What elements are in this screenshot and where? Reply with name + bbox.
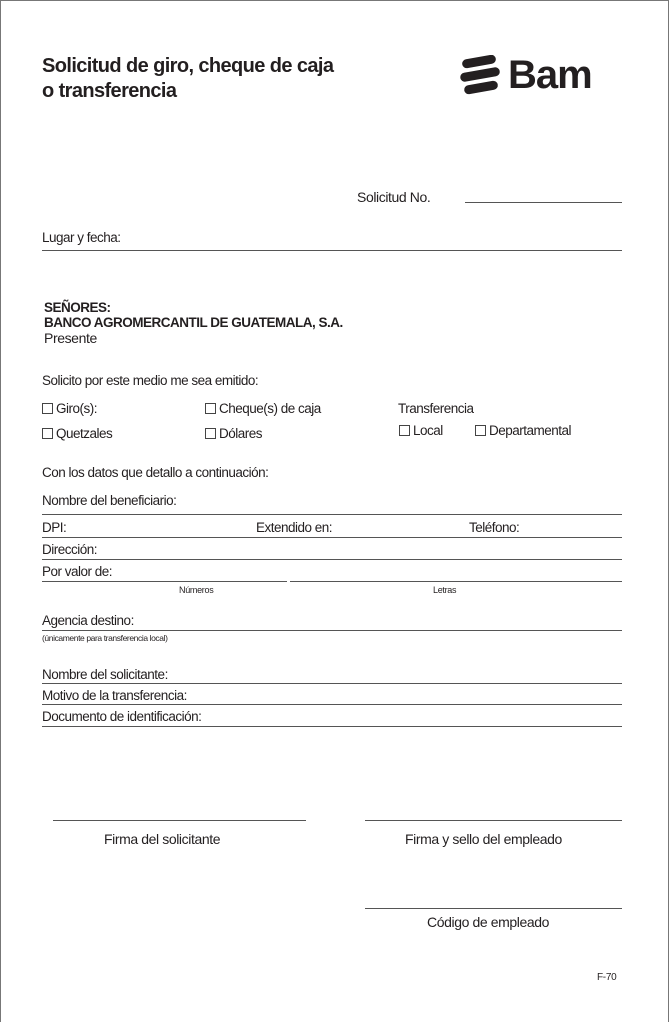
firma-empleado-line[interactable] (365, 820, 622, 821)
documento-label: Documento de identificación: (42, 709, 202, 724)
beneficiario-field[interactable] (42, 514, 622, 515)
cheque-checkbox[interactable] (205, 403, 216, 414)
lugar-fecha-label: Lugar y fecha: (42, 230, 121, 245)
firma-solicitante-line[interactable] (53, 820, 306, 821)
lugar-fecha-field[interactable] (42, 250, 622, 251)
form-title-line1: Solicitud de giro, cheque de caja (42, 55, 334, 77)
cheque-label: Cheque(s) de caja (219, 401, 321, 416)
agencia-note: (únicamente para transferencia local) (42, 633, 168, 643)
bam-logo (458, 55, 592, 95)
codigo-empleado-label: Código de empleado (427, 914, 550, 930)
form-code: F-70 (597, 972, 617, 983)
quetzales-checkbox[interactable] (42, 428, 53, 439)
option-departamental[interactable] (475, 423, 571, 438)
local-label: Local (413, 423, 443, 438)
option-cheque[interactable] (205, 401, 321, 416)
valor-numeros-field[interactable] (42, 581, 287, 582)
form-title (42, 54, 382, 104)
firma-empleado-label: Firma y sello del empleado (405, 831, 562, 847)
addressee-presente: Presente (44, 330, 97, 346)
option-dolares[interactable] (205, 426, 262, 441)
bam-logo-mark-icon (458, 55, 502, 95)
addressee-line1: SEÑORES: (44, 300, 111, 315)
giros-checkbox[interactable] (42, 403, 53, 414)
local-checkbox[interactable] (399, 425, 410, 436)
form-title-line2: o transferencia (42, 80, 177, 102)
dolares-label: Dólares (219, 426, 263, 441)
bam-logo-text: Bam (508, 53, 592, 97)
letras-caption: Letras (433, 585, 457, 595)
direccion-label: Dirección: (42, 542, 98, 557)
addressee-bank-name: BANCO AGROMERCANTIL DE GUATEMALA, S.A. (44, 315, 343, 330)
option-giros[interactable] (42, 401, 97, 416)
motivo-label: Motivo de la transferencia: (42, 688, 187, 703)
firma-solicitante-label: Firma del solicitante (104, 831, 221, 847)
codigo-empleado-line[interactable] (365, 908, 622, 909)
solicitante-field[interactable] (42, 683, 622, 684)
giros-label: Giro(s): (56, 401, 97, 416)
extendido-label: Extendido en: (256, 520, 333, 535)
quetzales-label: Quetzales (56, 426, 113, 441)
request-intro: Solicito por este medio me sea emitido: (42, 373, 259, 388)
direccion-field[interactable] (42, 559, 622, 560)
details-intro: Con los datos que detallo a continuación: (42, 465, 269, 480)
transferencia-heading: Transferencia (398, 401, 474, 416)
dpi-field[interactable] (42, 537, 622, 538)
valor-label: Por valor de: (42, 564, 113, 579)
solicitud-no-label: Solicitud No. (357, 189, 431, 205)
agencia-label: Agencia destino: (42, 613, 134, 628)
dolares-checkbox[interactable] (205, 428, 216, 439)
beneficiario-label: Nombre del beneficiario: (42, 493, 177, 508)
valor-letras-field[interactable] (290, 581, 622, 582)
documento-field[interactable] (42, 726, 622, 727)
agencia-field[interactable] (42, 630, 622, 631)
motivo-field[interactable] (42, 704, 622, 705)
dpi-label: DPI: (42, 520, 67, 535)
solicitud-no-field[interactable] (465, 202, 622, 203)
solicitante-label: Nombre del solicitante: (42, 667, 168, 682)
option-local[interactable] (399, 423, 443, 438)
departamental-checkbox[interactable] (475, 425, 486, 436)
numeros-caption: Números (179, 585, 214, 595)
telefono-label: Teléfono: (469, 520, 520, 535)
departamental-label: Departamental (489, 423, 572, 438)
option-quetzales[interactable] (42, 426, 112, 441)
